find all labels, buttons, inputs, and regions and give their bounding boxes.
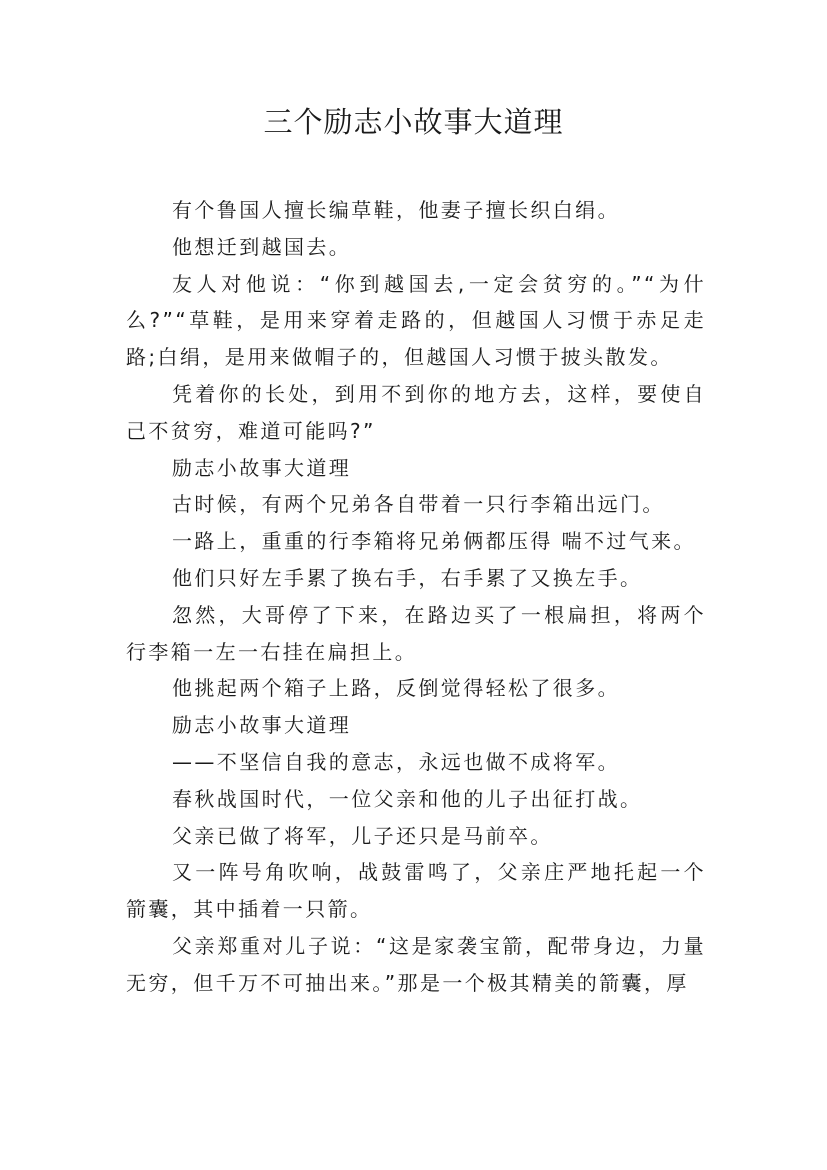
paragraph: 有个鲁国人擅长编草鞋，他妻子擅长织白绢。 <box>172 198 620 222</box>
section-heading: 励志小故事大道理 <box>172 713 352 738</box>
paragraph: 他挑起两个箱子上路，反倒觉得轻松了很多。 <box>172 676 620 701</box>
paragraph: 他想迁到越国去。 <box>172 234 352 259</box>
paragraph: 父亲郑重对儿子说：“这是家袭宝箭，配带身边，力量无穷，但千万不可抽出来。”那是一个极其精美的箭囊，厚 <box>126 933 706 995</box>
paragraph: 一路上，重重的行李箱将兄弟俩都压得 喘不过气来。 <box>172 529 696 554</box>
paragraph: 父亲已做了将军，儿子还只是马前卒。 <box>172 823 553 848</box>
paragraph: 又一阵号角吹响，战鼓雷鸣了，父亲庄严地托起一个箭囊，其中插着一只箭。 <box>126 860 706 922</box>
section-heading: 励志小故事大道理 <box>172 455 352 480</box>
document-title: 三个励志小故事大道理 <box>263 105 564 139</box>
paragraph: 他们只好左手累了换右手，右手累了又换左手。 <box>172 565 643 590</box>
paragraph: 凭着你的长处，到用不到你的地方去，这样，要使自己不贫穷，难道可能吗?” <box>126 381 706 443</box>
paragraph: 春秋战国时代，一位父亲和他的儿子出征打战。 <box>172 786 643 811</box>
paragraph: ——不坚信自我的意志，永远也做不成将军。 <box>172 749 620 774</box>
document-body <box>126 192 706 1002</box>
paragraph: 友人对他说：“你到越国去,一定会贫穷的。”“为什么?”“草鞋，是用来穿着走路的，但越国人习惯于赤足走路;白绢，是用来做帽子的，但越国人习惯于披头散发。 <box>126 271 706 370</box>
paragraph: 忽然，大哥停了下来，在路边买了一根扁担，将两个行李箱一左一右挂在扁担上。 <box>126 602 706 664</box>
paragraph: 古时候，有两个兄弟各自带着一只行李箱出远门。 <box>172 492 665 517</box>
